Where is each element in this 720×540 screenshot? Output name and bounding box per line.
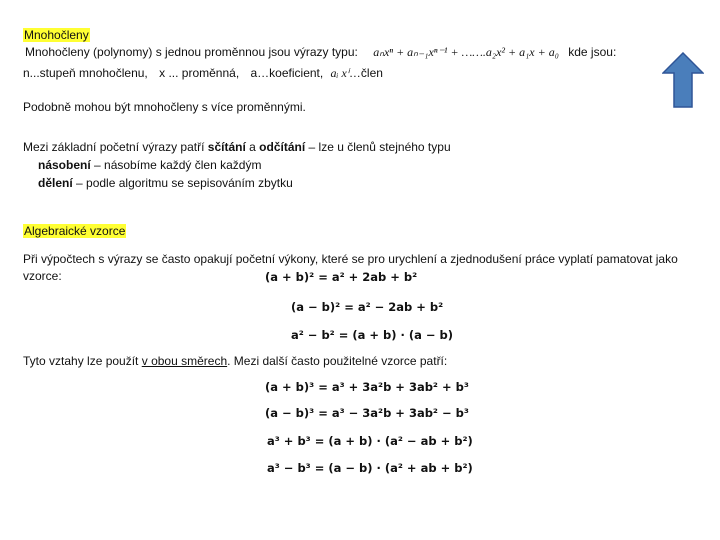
definition-end: kde jsou: bbox=[568, 45, 617, 59]
division-line: dělení – podle algoritmu se sepisováním zbytku bbox=[38, 176, 293, 190]
addition-term: sčítání bbox=[207, 140, 246, 154]
coefficient-label: a…koeficient, bbox=[250, 66, 324, 80]
definition-text: Mnohočleny (polynomy) s jednou proměnnou jsou výrazy typu: bbox=[25, 45, 358, 59]
formula-difference-of-squares: a² − b² = (a + b) · (a − b) bbox=[291, 328, 454, 342]
formula-difference-of-cubes: a³ − b³ = (a − b) · (a² + ab + b²) bbox=[267, 461, 473, 475]
formula-square-of-sum: (a + b)² = a² + 2ab + b² bbox=[265, 270, 418, 284]
basic-operations-line: Mezi základní početní výrazy patří sčítání a odčítání – lze u členů stejného typu bbox=[23, 140, 451, 154]
term-symbol: aᵢ xⁱ bbox=[330, 66, 349, 80]
multiplication-line: násobení – násobíme každý člen každým bbox=[38, 158, 262, 172]
section-title-polynomials: Mnohočleny bbox=[24, 28, 89, 42]
polynomial-definition-line bbox=[25, 45, 616, 60]
both-directions-emphasis: v obou směrech bbox=[141, 354, 228, 368]
term-label: …člen bbox=[348, 66, 383, 80]
multivariable-note: Podobně mohou být mnohočleny s více proměnnými. bbox=[23, 100, 306, 114]
both-directions-line: Tyto vztahy lze použít v obou směrech. Mezi další často použitelné vzorce patří: bbox=[23, 354, 448, 368]
formula-cube-of-difference: (a − b)³ = a³ − 3a²b + 3ab² − b³ bbox=[265, 406, 469, 420]
variable-label: x ... proměnná, bbox=[159, 66, 240, 80]
multiplication-term: násobení bbox=[38, 158, 91, 172]
degree-label: n...stupeň mnohočlenu, bbox=[23, 66, 148, 80]
formulas-label: vzorce: bbox=[23, 269, 62, 283]
division-term: dělení bbox=[38, 176, 73, 190]
formula-square-of-difference: (a − b)² = a² − 2ab + b² bbox=[291, 300, 444, 314]
formulas-intro: Při výpočtech s výrazy se často opakují početní výkony, které se pro urychlení a zjednodušení práce vyplatí pamatovat jako bbox=[23, 252, 678, 266]
polynomial-expression: aₙxⁿ + aₙ₋₁xⁿ⁻¹ + …….a₂x² + a₁x + a₀ bbox=[373, 45, 559, 59]
subtraction-term: odčítání bbox=[259, 140, 306, 154]
formula-cube-of-sum: (a + b)³ = a³ + 3a²b + 3ab² + b³ bbox=[265, 380, 469, 394]
section-title-algebraic-formulas: Algebraické vzorce bbox=[24, 224, 126, 238]
polynomial-legend-line bbox=[23, 66, 383, 81]
formula-sum-of-cubes: a³ + b³ = (a + b) · (a² − ab + b²) bbox=[267, 434, 473, 448]
up-arrow-icon[interactable] bbox=[662, 52, 704, 108]
